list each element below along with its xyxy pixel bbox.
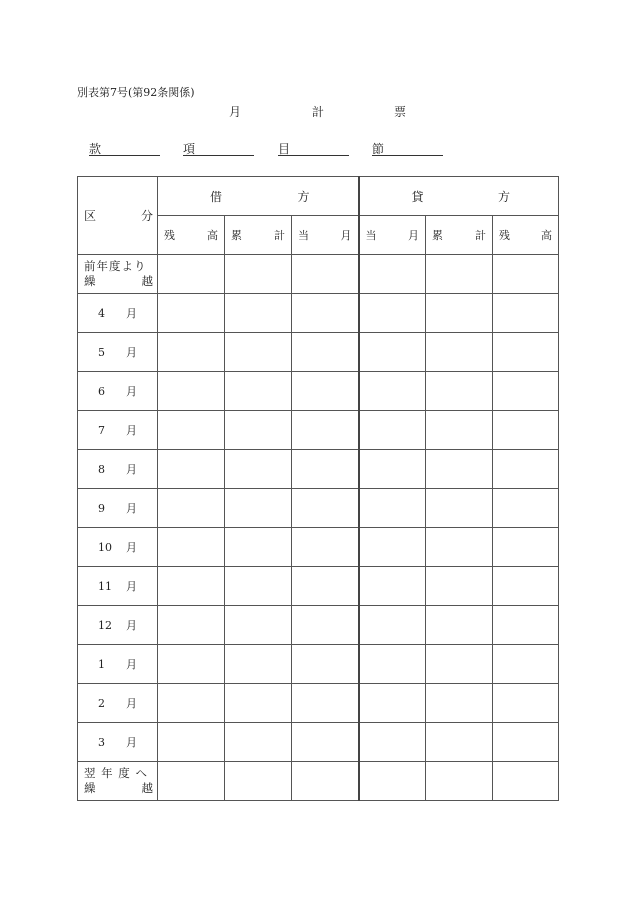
- table-cell[interactable]: [493, 528, 559, 567]
- col-header-current-month: 当 月: [292, 216, 359, 255]
- table-row: [78, 606, 559, 645]
- table-cell[interactable]: [158, 294, 225, 333]
- table-cell[interactable]: [426, 723, 493, 762]
- row-label-month: 9 月: [78, 489, 158, 528]
- table-cell[interactable]: [158, 450, 225, 489]
- table-cell[interactable]: [225, 489, 292, 528]
- table-row: [78, 528, 559, 567]
- row-label-carried-from-previous: 前年度より 繰 越: [78, 255, 158, 294]
- ledger-table: [77, 176, 559, 801]
- table-cell[interactable]: [225, 567, 292, 606]
- table-cell[interactable]: [359, 606, 426, 645]
- table-cell[interactable]: [493, 762, 559, 801]
- table-row: [78, 723, 559, 762]
- row-label-month: 11 月: [78, 567, 158, 606]
- row-label-month: 2 月: [78, 684, 158, 723]
- table-row: [78, 762, 559, 801]
- field-kan[interactable]: 款: [89, 140, 160, 156]
- table-cell[interactable]: [158, 762, 225, 801]
- table-cell[interactable]: [158, 333, 225, 372]
- table-cell[interactable]: [493, 645, 559, 684]
- table-cell[interactable]: [158, 411, 225, 450]
- table-cell[interactable]: [292, 684, 359, 723]
- col-header-balance: 残 高: [493, 216, 559, 255]
- row-label-month: 1 月: [78, 645, 158, 684]
- row-label-month: 5 月: [78, 333, 158, 372]
- table-row: [78, 567, 559, 606]
- table-cell[interactable]: [292, 411, 359, 450]
- table-cell[interactable]: [225, 255, 292, 294]
- table-cell[interactable]: [292, 762, 359, 801]
- table-cell[interactable]: [225, 333, 292, 372]
- table-cell[interactable]: [359, 255, 426, 294]
- table-cell[interactable]: [426, 645, 493, 684]
- table-cell[interactable]: [359, 411, 426, 450]
- table-cell[interactable]: [426, 333, 493, 372]
- row-label-month: 7 月: [78, 411, 158, 450]
- title-char: 月: [229, 105, 242, 119]
- row-label-month: 12 月: [78, 606, 158, 645]
- table-cell[interactable]: [225, 684, 292, 723]
- table-cell[interactable]: [158, 567, 225, 606]
- table-cell[interactable]: [158, 606, 225, 645]
- table-cell[interactable]: [359, 528, 426, 567]
- table-row: [78, 411, 559, 450]
- table-cell[interactable]: [292, 567, 359, 606]
- table-cell[interactable]: [292, 294, 359, 333]
- table-cell[interactable]: [359, 723, 426, 762]
- table-row: [78, 450, 559, 489]
- table-cell[interactable]: [292, 450, 359, 489]
- table-row: [78, 645, 559, 684]
- table-cell[interactable]: [292, 489, 359, 528]
- table-cell[interactable]: [493, 567, 559, 606]
- table-cell[interactable]: [158, 645, 225, 684]
- table-cell[interactable]: [359, 450, 426, 489]
- table-cell[interactable]: [493, 294, 559, 333]
- table-cell[interactable]: [292, 255, 359, 294]
- table-cell[interactable]: [158, 255, 225, 294]
- table-row: [78, 489, 559, 528]
- table-cell[interactable]: [225, 645, 292, 684]
- table-cell[interactable]: [359, 294, 426, 333]
- table-cell[interactable]: [359, 489, 426, 528]
- table-cell[interactable]: [359, 684, 426, 723]
- table-cell[interactable]: [225, 723, 292, 762]
- form-reference: 別表第7号(第92条関係): [77, 86, 195, 99]
- table-cell[interactable]: [493, 489, 559, 528]
- table-cell[interactable]: [426, 489, 493, 528]
- table-cell[interactable]: [359, 645, 426, 684]
- table-row: [78, 294, 559, 333]
- table-cell[interactable]: [158, 723, 225, 762]
- title-char: 計: [312, 105, 325, 119]
- row-label-month: 3 月: [78, 723, 158, 762]
- table-cell[interactable]: [493, 333, 559, 372]
- table-cell[interactable]: [292, 333, 359, 372]
- table-cell[interactable]: [426, 411, 493, 450]
- table-cell[interactable]: [292, 606, 359, 645]
- col-header-current-month: 当 月: [359, 216, 426, 255]
- table-cell[interactable]: [225, 606, 292, 645]
- form-title: [0, 103, 630, 119]
- row-label-month: 10 月: [78, 528, 158, 567]
- col-header-balance: 残 高: [158, 216, 225, 255]
- table-cell[interactable]: [292, 528, 359, 567]
- row-label-month: 4 月: [78, 294, 158, 333]
- credit-header: 貸 方: [359, 177, 559, 216]
- table-cell[interactable]: [225, 294, 292, 333]
- table-cell[interactable]: [225, 528, 292, 567]
- table-cell[interactable]: [493, 723, 559, 762]
- table-cell[interactable]: [158, 528, 225, 567]
- table-cell[interactable]: [359, 372, 426, 411]
- field-moku[interactable]: 目: [278, 140, 349, 156]
- table-cell[interactable]: [359, 333, 426, 372]
- col-header-cumulative: 累 計: [426, 216, 493, 255]
- table-cell[interactable]: [292, 723, 359, 762]
- col-header-cumulative: 累 計: [225, 216, 292, 255]
- table-cell[interactable]: [158, 489, 225, 528]
- table-cell[interactable]: [493, 450, 559, 489]
- table-row: [78, 372, 559, 411]
- table-cell[interactable]: [426, 372, 493, 411]
- table-cell[interactable]: [493, 606, 559, 645]
- row-label-month: 6 月: [78, 372, 158, 411]
- table-cell[interactable]: [493, 255, 559, 294]
- table-cell[interactable]: [359, 762, 426, 801]
- table-cell[interactable]: [493, 411, 559, 450]
- table-cell[interactable]: [426, 606, 493, 645]
- table-cell[interactable]: [426, 255, 493, 294]
- row-label-carried-to-next: 翌 年 度 へ 繰 越: [78, 762, 158, 801]
- table-row: [78, 684, 559, 723]
- field-kou[interactable]: 項: [183, 140, 254, 156]
- table-cell[interactable]: [426, 294, 493, 333]
- table-row: [78, 255, 559, 294]
- table-cell[interactable]: [493, 684, 559, 723]
- title-char: 票: [394, 105, 407, 119]
- table-cell[interactable]: [359, 567, 426, 606]
- table-cell[interactable]: [225, 450, 292, 489]
- table-cell[interactable]: [292, 645, 359, 684]
- table-cell[interactable]: [426, 450, 493, 489]
- table-cell[interactable]: [292, 372, 359, 411]
- table-cell[interactable]: [493, 372, 559, 411]
- budget-fields: [0, 140, 630, 160]
- table-cell[interactable]: [426, 684, 493, 723]
- table-cell[interactable]: [225, 762, 292, 801]
- field-setsu[interactable]: 節: [372, 140, 443, 156]
- table-cell[interactable]: [426, 567, 493, 606]
- table-cell[interactable]: [426, 762, 493, 801]
- table-cell[interactable]: [158, 372, 225, 411]
- table-cell[interactable]: [158, 684, 225, 723]
- table-cell[interactable]: [225, 411, 292, 450]
- table-cell[interactable]: [426, 528, 493, 567]
- table-cell[interactable]: [225, 372, 292, 411]
- table-row: [78, 333, 559, 372]
- row-label-month: 8 月: [78, 450, 158, 489]
- kubun-header: 区 分: [78, 177, 158, 255]
- debit-header: 借 方: [158, 177, 359, 216]
